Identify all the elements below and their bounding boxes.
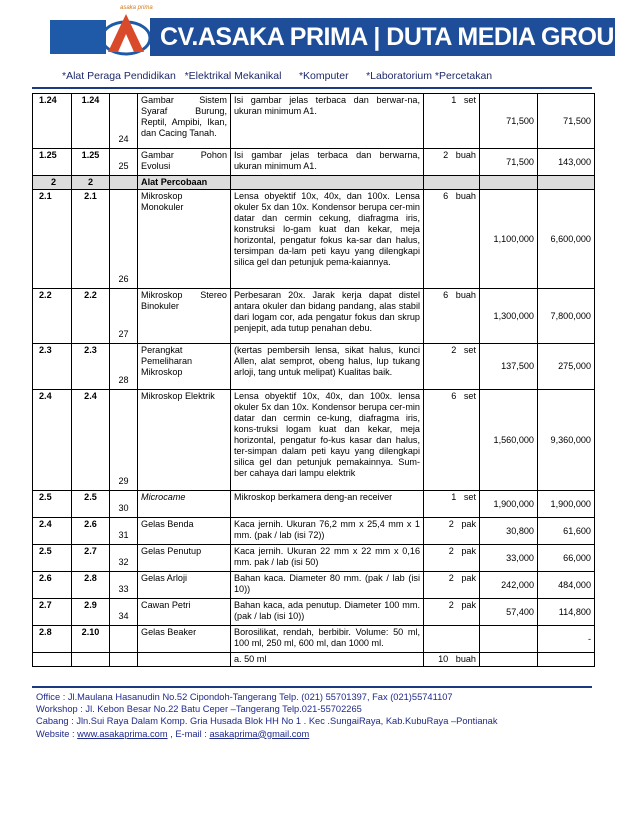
item-spec: Bahan kaca. Diameter 80 mm. (pak / lab (isi 10)): [231, 572, 424, 599]
item-total: 114,800: [538, 599, 595, 626]
item-code: 2.1: [72, 190, 110, 289]
item-qty: [424, 176, 480, 190]
item-name: Microcame: [138, 491, 231, 518]
item-price: 57,400: [480, 599, 538, 626]
row-number: 2.1: [33, 190, 72, 289]
item-price: 1,300,000: [480, 289, 538, 344]
items-table: [32, 93, 595, 667]
table-row: [33, 190, 595, 289]
item-name: Gelas Arloji: [138, 572, 231, 599]
item-name: Gelas Benda: [138, 518, 231, 545]
item-total: 1,900,000: [538, 491, 595, 518]
item-no: 29: [110, 390, 138, 491]
item-code: [72, 653, 110, 667]
item-code: 2: [72, 176, 110, 190]
item-no: 27: [110, 289, 138, 344]
item-name: Cawan Petri: [138, 599, 231, 626]
item-qty: 6 set: [424, 390, 480, 491]
item-price: [480, 626, 538, 653]
item-no: 28: [110, 344, 138, 390]
item-code: 2.7: [72, 545, 110, 572]
item-total: 9,360,000: [538, 390, 595, 491]
item-price: 71,500: [480, 149, 538, 176]
item-qty: 2 pak: [424, 572, 480, 599]
item-qty: [424, 626, 480, 653]
item-name: Gambar Sistem Syaraf Burung, Reptil, Ampibi, Ikan, dan Cacing Tanah.: [138, 94, 231, 149]
item-name: [138, 653, 231, 667]
item-total: 275,000: [538, 344, 595, 390]
item-price: 1,900,000: [480, 491, 538, 518]
item-no: 26: [110, 190, 138, 289]
item-name: Mikroskop Monokuler: [138, 190, 231, 289]
table-row: [33, 149, 595, 176]
item-code: 2.5: [72, 491, 110, 518]
item-total: -: [538, 626, 595, 653]
letterhead: [0, 0, 638, 82]
item-total: 61,600: [538, 518, 595, 545]
item-spec: Bahan kaca, ada penutup. Diameter 100 mm. (pak / lab (isi 10)): [231, 599, 424, 626]
item-code: 2.6: [72, 518, 110, 545]
footer-office: Office : Jl.Maulana Hasanudin No.52 Cipondoh-Tangerang Telp. (021) 55701397, Fax (021)55741107: [36, 692, 453, 702]
item-no: [110, 626, 138, 653]
row-number: 2: [33, 176, 72, 190]
item-name: Gelas Beaker: [138, 626, 231, 653]
item-spec: Isi gambar jelas terbaca dan berwarna, ukuran minimum A1.: [231, 149, 424, 176]
item-name: Alat Percobaan: [138, 176, 231, 190]
item-price: 1,100,000: [480, 190, 538, 289]
item-qty: 2 set: [424, 344, 480, 390]
item-name: Gelas Penutup: [138, 545, 231, 572]
item-code: 1.25: [72, 149, 110, 176]
row-number: 1.24: [33, 94, 72, 149]
row-number: 2.8: [33, 626, 72, 653]
item-qty: 2 pak: [424, 518, 480, 545]
item-qty: 10 buah: [424, 653, 480, 667]
item-spec: Mikroskop berkamera deng-an receiver: [231, 491, 424, 518]
item-price: 71,500: [480, 94, 538, 149]
table-row: [33, 545, 595, 572]
asaka-prima-logo-icon: [100, 8, 152, 60]
item-price: 1,560,000: [480, 390, 538, 491]
table-row: [33, 289, 595, 344]
item-no: 30: [110, 491, 138, 518]
table-row: [33, 599, 595, 626]
item-total: 143,000: [538, 149, 595, 176]
item-qty: 1 set: [424, 491, 480, 518]
row-number: 2.4: [33, 390, 72, 491]
item-code: 2.3: [72, 344, 110, 390]
letterhead-blue-bar: [50, 20, 106, 54]
item-total: 71,500: [538, 94, 595, 149]
item-no: 32: [110, 545, 138, 572]
item-code: 2.10: [72, 626, 110, 653]
item-total: 484,000: [538, 572, 595, 599]
item-spec: Borosilikat, rendah, berbibir. Volume: 50 ml, 100 ml, 250 ml, 600 ml, dan 1000 ml.: [231, 626, 424, 653]
table-row: [33, 572, 595, 599]
email-label: , E-mail :: [167, 728, 210, 739]
header-divider: [32, 87, 592, 89]
item-code: 2.9: [72, 599, 110, 626]
item-name: Mikroskop Stereo Binokuler: [138, 289, 231, 344]
item-total: 7,800,000: [538, 289, 595, 344]
item-spec: Kaca jernih. Ukuran 22 mm x 22 mm x 0,16 mm. pak / lab (isi 50): [231, 545, 424, 572]
footer-divider: [32, 686, 592, 688]
table-row: [33, 518, 595, 545]
item-spec: Isi gambar jelas terbaca dan berwar-na, ukuran minimum A1.: [231, 94, 424, 149]
table-row: [33, 653, 595, 667]
item-total: 6,600,000: [538, 190, 595, 289]
item-no: 34: [110, 599, 138, 626]
item-qty: 2 pak: [424, 545, 480, 572]
item-spec: Lensa obyektif 10x, 40x, dan 100x. lensa okuler 5x dan 10x. Kondensor berupa cer-min datar dan cermin ce-kung, diafragma iris, kons-truksi logam kuat dan kekar, meja horizontal, pengatur fo-kus kasar dan halus, ter-simpan dalam peti kayu yang dilengkapi silica gel dan petunjuk pemakainnya. Sum-ber cahaya dari lampu elektrik: [231, 390, 424, 491]
item-total: [538, 176, 595, 190]
row-number: 2.3: [33, 344, 72, 390]
item-name: Mikroskop Elektrik: [138, 390, 231, 491]
row-number: 1.25: [33, 149, 72, 176]
services-line: *Alat Peraga Pendidikan *Elektrikal Mekanikal *Komputer *Laboratorium *Percetakan: [62, 70, 493, 82]
item-qty: 6 buah: [424, 190, 480, 289]
table-row: [33, 491, 595, 518]
logo-caption: asaka prima: [120, 5, 153, 11]
row-number: [33, 653, 72, 667]
item-price: 242,000: [480, 572, 538, 599]
item-no: 25: [110, 149, 138, 176]
item-total: 66,000: [538, 545, 595, 572]
row-number: 2.6: [33, 572, 72, 599]
item-qty: 1 set: [424, 94, 480, 149]
row-number: 2.5: [33, 491, 72, 518]
item-no: 33: [110, 572, 138, 599]
item-name: Perangkat Pemeliharan Mikroskop: [138, 344, 231, 390]
item-price: 30,800: [480, 518, 538, 545]
table-row: [33, 344, 595, 390]
item-price: [480, 653, 538, 667]
item-spec: (kertas pembersih lensa, sikat halus, kunci Allen, alat semprot, obeng halus, lup tukang arloji, tang untuk melipat) Kualitas baik.: [231, 344, 424, 390]
footer: [36, 691, 497, 740]
item-code: 2.4: [72, 390, 110, 491]
row-number: 2.2: [33, 289, 72, 344]
row-number: 2.4: [33, 518, 72, 545]
row-number: 2.5: [33, 545, 72, 572]
item-no: 31: [110, 518, 138, 545]
item-price: 137,500: [480, 344, 538, 390]
item-spec: Perbesaran 20x. Jarak kerja dapat distel antara okuler dan bidang pandang, alas stabil dari logam cor, ada pengatur fokus dan skrup penjepit, ada tutup penahan debu.: [231, 289, 424, 344]
website-link[interactable]: www.asakaprima.com: [77, 728, 168, 739]
category-row: [33, 176, 595, 190]
item-price: 33,000: [480, 545, 538, 572]
item-code: 2.8: [72, 572, 110, 599]
item-code: 1.24: [72, 94, 110, 149]
item-qty: 6 buah: [424, 289, 480, 344]
item-total: [538, 653, 595, 667]
company-banner: CV.ASAKA PRIMA | DUTA MEDIA GROUP: [150, 18, 615, 56]
item-no: [110, 653, 138, 667]
item-spec: Kaca jernih. Ukuran 76,2 mm x 25,4 mm x 1 mm. (pak / lab (isi 72)): [231, 518, 424, 545]
footer-workshop: Workshop : Jl. Kebon Besar No.22 Batu Ceper –Tangerang Telp.021-55702265: [36, 704, 362, 715]
item-spec: a. 50 ml: [231, 653, 424, 667]
item-spec: Lensa obyektif 10x, 40x, dan 100x. Lensa okuler 5x dan 10x. Kondensor berupa cer-min datar dan cermin cekung, diafragma iris, konstruksi lo-gam kuat dan kekar, meja horizontal, pengatur fokus ka-sar dan halus, tersimpan da-lam peti kayu yang dilengkapi silica gel dan petunjuk pema-kaiannya.: [231, 190, 424, 289]
footer-cabang: Cabang : Jln.Sui Raya Dalam Komp. Gria Husada Blok HH No 1 . Kec .SungaiRaya, Kab.KubuRaya –Pontianak: [36, 716, 498, 727]
table-row: [33, 626, 595, 653]
item-no: [110, 176, 138, 190]
item-code: 2.2: [72, 289, 110, 344]
table-row: [33, 94, 595, 149]
table-row: [33, 390, 595, 491]
item-qty: 2 buah: [424, 149, 480, 176]
item-no: 24: [110, 94, 138, 149]
item-name: Gambar Pohon Evolusi: [138, 149, 231, 176]
row-number: 2.7: [33, 599, 72, 626]
footer-contact: [36, 728, 497, 740]
item-spec: [231, 176, 424, 190]
item-price: [480, 176, 538, 190]
email-link[interactable]: asakaprima@gmail.com: [209, 728, 310, 739]
item-qty: 2 pak: [424, 599, 480, 626]
website-label: Website :: [36, 728, 78, 739]
